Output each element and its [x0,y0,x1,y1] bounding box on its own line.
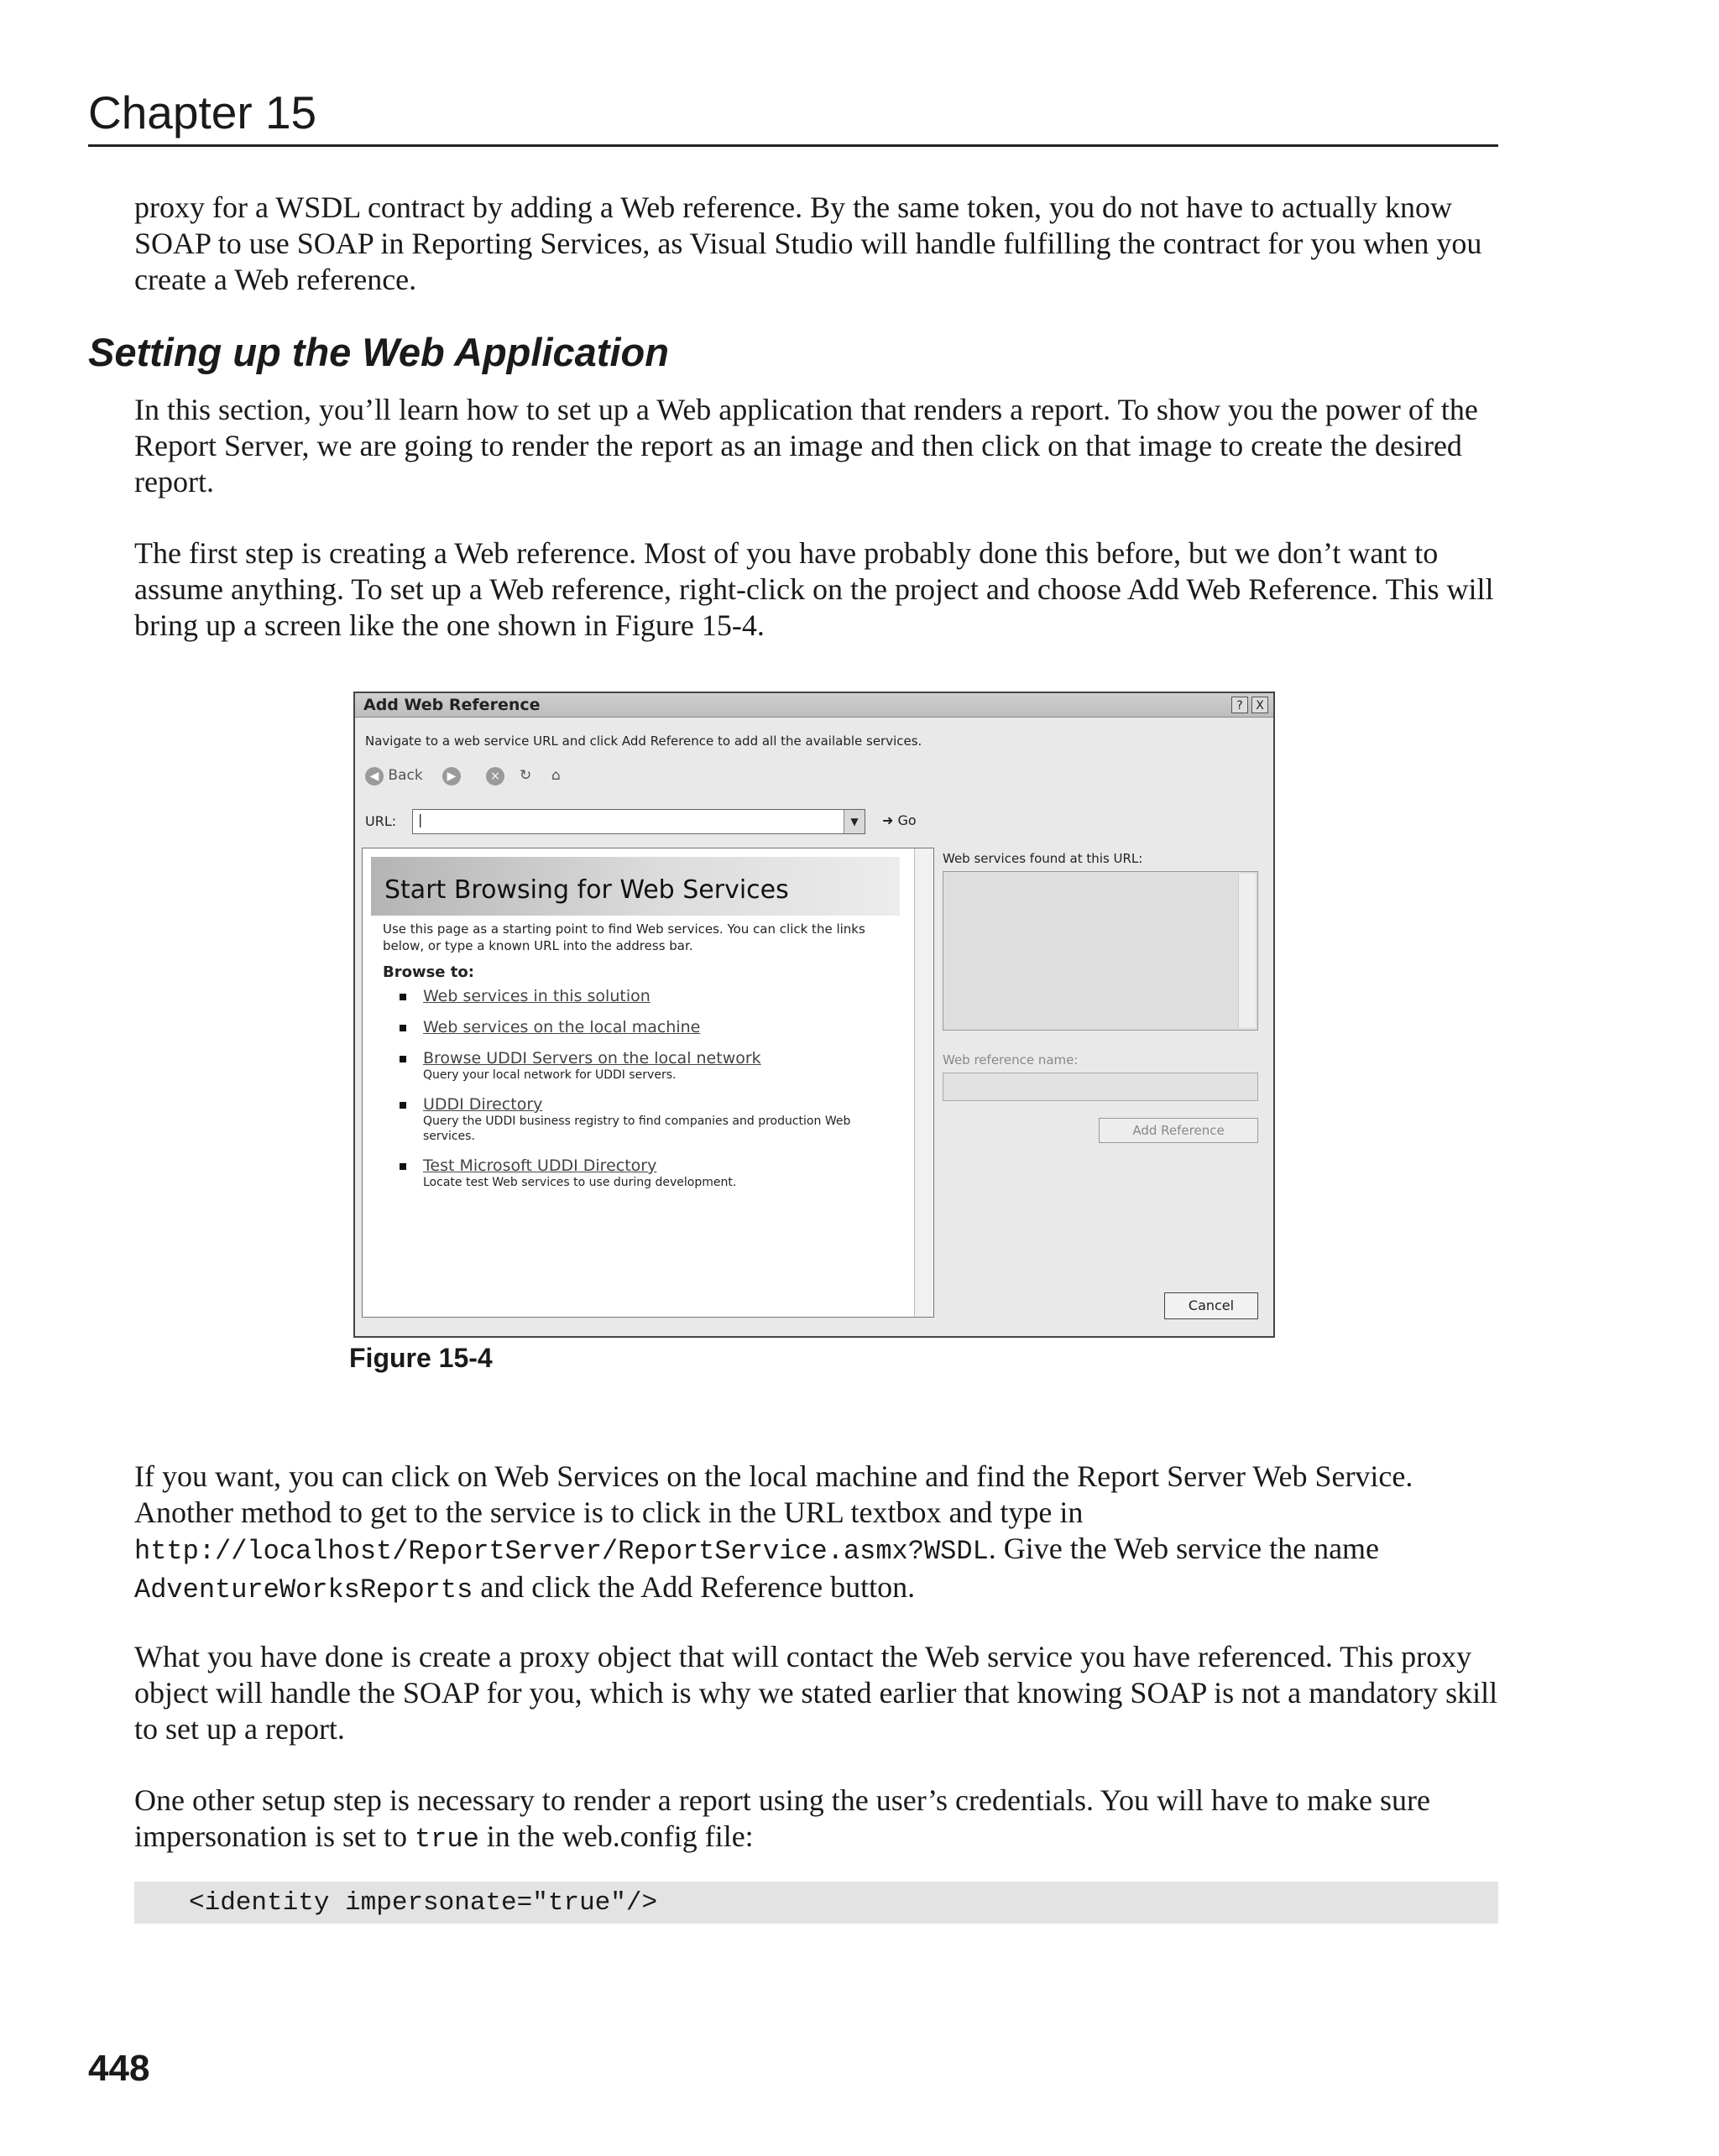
forward-arrow-icon: ▶ [442,767,461,786]
section-heading: Setting up the Web Application [88,330,669,374]
text-run: One other setup step is necessary to render a report using the user’s credentials. You will have to make sure impersonation is set to [134,1783,1430,1853]
add-web-reference-dialog [353,692,1275,1338]
figure-caption: Figure 15-4 [349,1343,493,1373]
paragraph-3-text [134,1459,1498,1608]
home-button[interactable] [551,767,561,784]
url-label: URL: [365,813,397,829]
url-input[interactable] [412,809,865,834]
dialog-instruction: Navigate to a web service URL and click Add Reference to add all the available services. [365,733,922,749]
list-item [393,1049,913,1083]
browse-banner [371,857,900,916]
banner-description: Use this page as a starting point to find Web services. You can click the links below, or type a known URL into the address bar. [383,921,865,953]
text-run: in the web.config file: [478,1819,754,1853]
link-test-uddi-directory[interactable]: Test Microsoft UDDI Directory [423,1156,657,1175]
page-number: 448 [88,2048,150,2089]
page-header [88,86,1498,147]
list-item [393,987,913,1005]
link-local-machine-services[interactable]: Web services on the local machine [423,1018,701,1036]
banner-title: Start Browsing for Web Services [384,875,789,905]
paragraph-4 [134,1639,1498,1747]
dialog-title: Add Web Reference [363,696,541,714]
paragraph-4-text: What you have done is create a proxy object that will contact the Web service you have referenced. This proxy object will handle the SOAP for you, which is why we stated earlier that knowing SOAP is not a mandatory skill to set up a report. [134,1640,1498,1746]
list-item [393,1018,913,1036]
dialog-title-bar [355,693,1273,718]
code-line: <identity impersonate="true"/> [189,1888,658,1918]
list-item [393,1095,913,1144]
web-reference-name-label: Web reference name: [943,1052,1079,1068]
stop-button[interactable] [486,767,504,786]
chapter-title: Chapter 15 [88,86,317,138]
go-label: Go [897,812,917,828]
services-found-list[interactable] [943,871,1258,1031]
services-found-label: Web services found at this URL: [943,851,1143,866]
help-button[interactable]: ? [1231,697,1248,713]
paragraph-1-text: In this section, you’ll learn how to set up a Web application that renders a report. To show you the power of the Report Server, we are going to render the report as an image and then click on that image to create the desired report. [134,393,1478,499]
paragraph-5-text [134,1783,1498,1857]
browse-to-label: Browse to: [383,963,474,981]
browse-pane [362,848,934,1318]
web-reference-name-input[interactable] [943,1073,1258,1101]
close-button[interactable]: X [1251,697,1268,713]
text-run: and click the Add Reference button. [473,1570,916,1604]
paragraph-2-text: The first step is creating a Web reference. Most of you have probably done this before, but we don’t want to assume anything. To set up a Web reference, right-click on the project and choose Add Web Reference. This will bring up a screen like the one shown in Figure 15-4. [134,536,1494,642]
paragraph-2 [134,535,1498,644]
link-description: Query your local network for UDDI servers. [423,1068,677,1082]
inline-code: true [414,1824,479,1855]
refresh-button[interactable] [520,767,531,784]
text-run: . Give the Web service the name [988,1532,1380,1565]
go-button[interactable] [882,812,917,828]
link-uddi-directory[interactable]: UDDI Directory [423,1095,543,1114]
add-reference-button[interactable]: Add Reference [1099,1118,1258,1143]
link-browse-uddi-servers[interactable]: Browse UDDI Servers on the local network [423,1049,761,1068]
browse-links [393,987,913,1203]
inline-code: AdventureWorksReports [134,1574,473,1605]
back-label: Back [388,767,423,784]
link-solution-services[interactable]: Web services in this solution [423,987,651,1005]
text-run: If you want, you can click on Web Services on the local machine and find the Report Server Web Service. Another method to get to the service is to click in the URL textbox and type in [134,1459,1413,1529]
intro-text: proxy for a WSDL contract by adding a Web reference. By the same token, you do not have to actually know SOAP to use SOAP in Reporting Services, as Visual Studio will handle fulfilling the contract for you when you create a Web reference. [134,191,1482,296]
inline-code: http://localhost/ReportServer/ReportService.asmx?WSDL [134,1536,989,1567]
paragraph-1 [134,392,1498,500]
stop-icon: × [486,767,504,786]
link-description: Locate test Web services to use during development. [423,1176,737,1189]
chevron-down-icon[interactable]: ▼ [844,810,865,833]
refresh-icon: ↻ [520,767,532,784]
forward-button[interactable] [442,767,461,786]
back-arrow-icon: ◀ [365,767,384,786]
intro-paragraph [134,190,1498,298]
url-value: | [418,812,423,827]
back-button[interactable] [365,767,423,786]
home-icon: ⌂ [551,767,561,784]
code-block [134,1882,1498,1924]
browse-pane-scrollbar[interactable] [914,848,933,1317]
link-description: Query the UDDI business registry to find companies and production Web services. [423,1115,851,1143]
paragraph-3 [134,1459,1498,1608]
list-item [393,1156,913,1190]
go-arrow-icon: ➜ [882,812,894,828]
cancel-button[interactable]: Cancel [1164,1292,1258,1319]
services-list-scrollbar[interactable] [1238,874,1256,1028]
paragraph-5 [134,1783,1498,1857]
